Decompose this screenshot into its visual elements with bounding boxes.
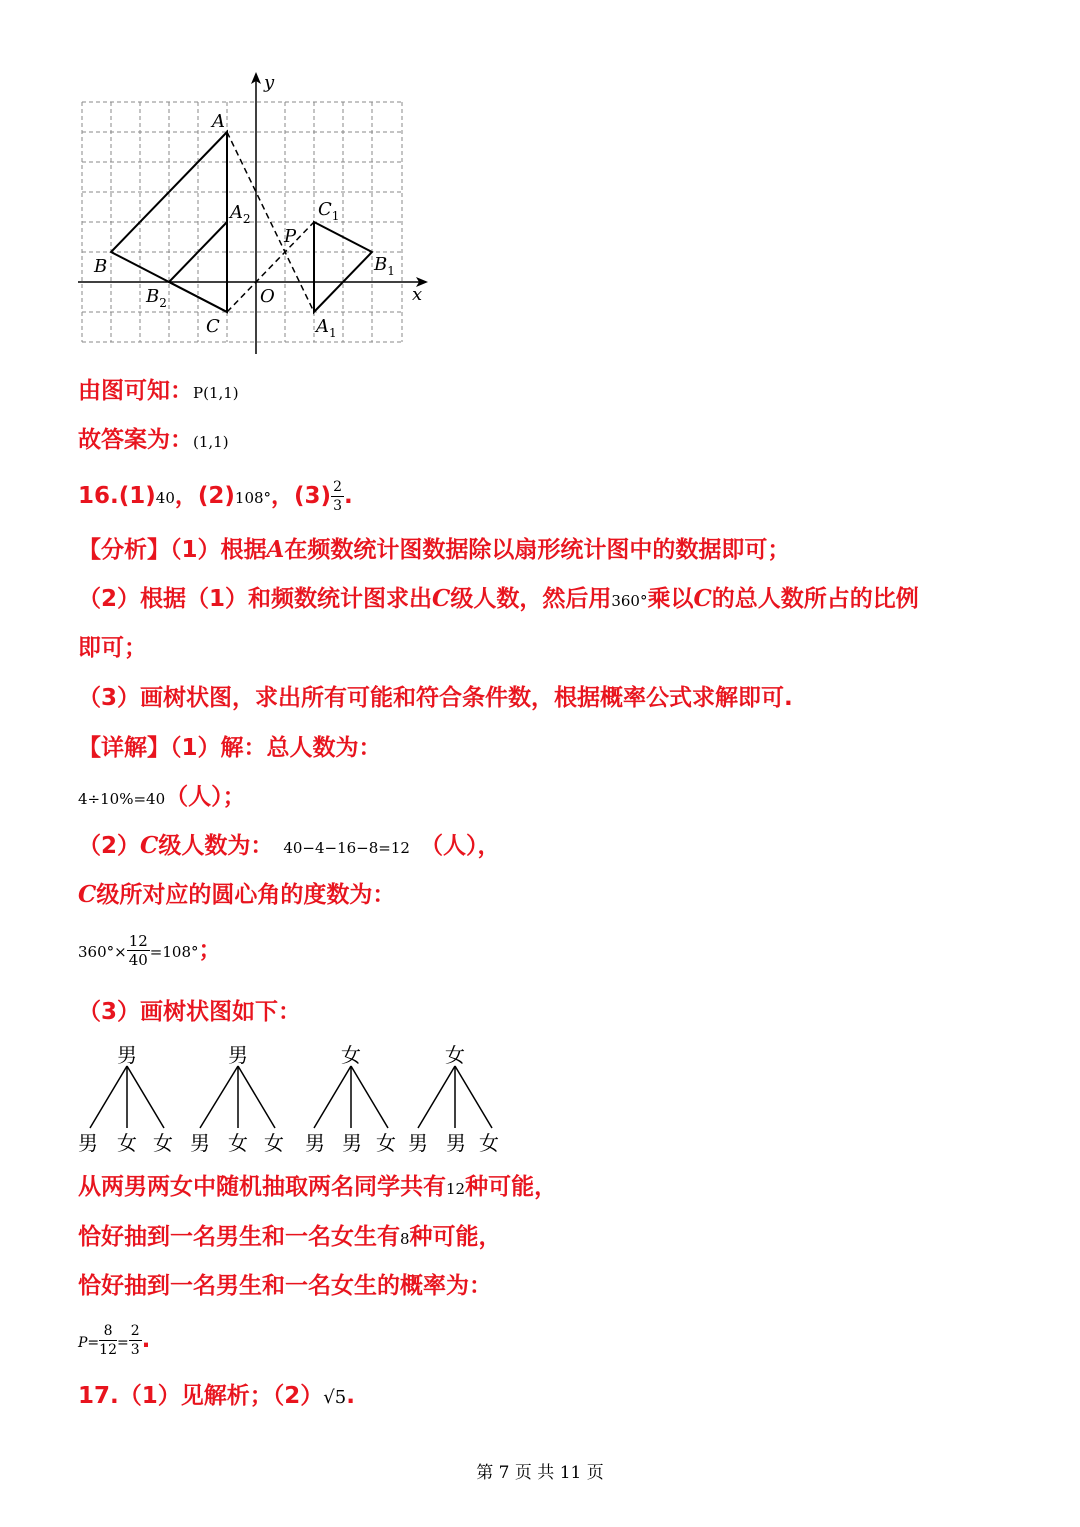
axis-label-x: x [412,284,423,305]
page-footer: 第 7 页 共 11 页 [476,1463,604,1483]
line-probability-intro [78,1271,492,1301]
tree-leaf: 男 [190,1131,210,1155]
c-count-part-1: （2） [78,833,141,859]
c-count-part-2: 级人数为： [158,833,274,859]
angle-formula-left: 360°× [78,943,127,961]
tree-root-1: 男 [117,1043,137,1067]
q17-sqrt5: √5 [323,1387,347,1408]
tree-diagram [72,1040,512,1165]
possibilities-part-1: 从两男两女中随机抽取两名同学共有 [78,1174,446,1200]
fraction-numerator: 12 [128,932,148,950]
point-label-a2: $A_2$ [230,202,251,226]
probability-fraction-2 [129,1322,142,1359]
tree-root-2: 男 [228,1043,248,1067]
central-angle-text: 级所对应的圆心角的度数为： [96,882,396,908]
line-angle-formula [78,932,222,969]
line-analysis-3 [78,683,793,713]
c-count-math: 40−4−16−8=12 [283,839,410,857]
answer-text: 故答案为： [78,427,193,453]
tree-leaf: 男 [78,1131,98,1155]
fraction-numerator: 2 [130,1323,140,1339]
possibilities-part-2: 种可能， [465,1174,558,1200]
analysis-2-part-4: 的总人数所占的比例 [711,586,919,612]
line-detail-header [78,733,382,763]
variable-a: A [266,536,285,563]
probability-intro-text: 恰好抽到一名男生和一名女生的概率为： [78,1273,492,1299]
fraction-denominator: 3 [333,498,342,514]
q17-text: 17.（1）见解析；（2） [78,1383,324,1409]
origin-label: O [260,286,275,307]
angle-formula-right: =108° [149,943,199,961]
point-label-a: A [212,111,225,132]
tree-leaf: 女 [153,1131,173,1155]
equals-sign: = [116,1335,129,1351]
total-count-unit: （人）； [165,784,246,810]
point-label-b1: $B_1$ [374,254,395,278]
tree-leaf: 男 [446,1131,466,1155]
line-q17-answers [78,1381,355,1413]
fraction-denominator: 3 [130,1342,140,1358]
analysis-2-part-3: 乘以 [647,586,694,612]
c-count-unit: （人）， [419,833,501,859]
probability-p: P= [78,1335,100,1351]
tree-leaf: 男 [408,1131,428,1155]
variable-c-2: C [693,585,712,612]
line-probability-formula [78,1322,150,1359]
line-analysis-2-cont [78,633,147,663]
point-label-p: P [284,226,297,247]
tree-leaf: 男 [305,1131,325,1155]
fraction-numerator: 8 [99,1322,117,1341]
detail-header-text: 【详解】（1）解：总人数为： [78,735,382,761]
conclusion-text: 由图可知： [78,378,193,404]
fraction-numerator: 2 [333,479,342,495]
probability-end: . [141,1327,151,1353]
total-count-math: 4÷10%=40 [78,790,166,808]
point-label-c1: $C_1$ [318,199,340,223]
possibilities-count: 12 [446,1180,466,1198]
line-analysis-2 [78,584,919,616]
q16-answer-1: 40 [155,489,175,507]
degree-360: 360° [611,592,648,610]
point-label-a1: $A_1$ [316,316,337,340]
tree-root-4: 女 [445,1043,465,1067]
variable-c-3: C [140,832,159,859]
analysis-2-continuation: 即可； [78,635,147,661]
tree-leaf: 男 [342,1131,362,1155]
angle-fraction [127,932,150,969]
probability-fraction-1 [99,1322,117,1359]
tree-intro-text: （3）画树状图如下： [78,999,302,1025]
line-q16-answers [78,478,353,515]
answer-math: (1,1) [193,433,229,451]
analysis-3-text: （3）画树状图，求出所有可能和符合条件数，根据概率公式求解即可. [78,685,793,711]
analysis-1-part-1: 【分析】（1）根据 [78,537,267,563]
q16-sep-2: ，(3) [271,483,332,509]
line-total-count [78,782,246,814]
analysis-2-part-2: 级人数，然后用 [450,586,612,612]
favorable-part-2: 种可能， [409,1224,502,1250]
variable-c-4: C [78,881,97,908]
tree-leaf: 女 [264,1131,284,1155]
fraction-denominator: 40 [128,951,148,969]
q16-end: . [344,483,353,509]
point-label-c: C [206,316,220,337]
q16-prefix: 16.(1) [78,483,156,509]
q16-sep-1: ，(2) [174,483,235,509]
tree-leaf: 女 [228,1131,248,1155]
point-label-b2: $B_2$ [146,286,167,310]
analysis-2-part-1: （2）根据（1）和频数统计图求出 [78,586,433,612]
q17-end: . [346,1383,355,1409]
favorable-count: 8 [400,1230,410,1248]
analysis-1-part-2: 在频数统计图数据除以扇形统计图中的数据即可； [284,537,791,563]
variable-c: C [432,585,451,612]
coordinate-figure [72,70,442,360]
point-p-result: P(1,1) [193,384,239,402]
line-central-angle [78,880,395,910]
favorable-part-1: 恰好抽到一名男生和一名女生有 [78,1224,400,1250]
tree-leaf: 女 [376,1131,396,1155]
q16-answer-3-fraction [331,478,344,515]
line-total-possibilities [78,1172,557,1204]
line-answer [78,425,229,457]
line-c-level-count [78,831,500,863]
fraction-denominator: 12 [99,1342,117,1358]
point-label-b: B [94,256,108,277]
line-conclusion [78,376,239,408]
line-analysis-1 [78,535,790,565]
q16-answer-2: 108° [234,489,272,507]
tree-leaf: 女 [479,1131,499,1155]
tree-leaf: 女 [117,1131,137,1155]
line-favorable-possibilities [78,1222,502,1254]
angle-formula-end: ； [198,937,222,963]
tree-root-3: 女 [341,1043,361,1067]
axis-label-y: y [264,72,275,93]
line-tree-intro [78,997,301,1027]
